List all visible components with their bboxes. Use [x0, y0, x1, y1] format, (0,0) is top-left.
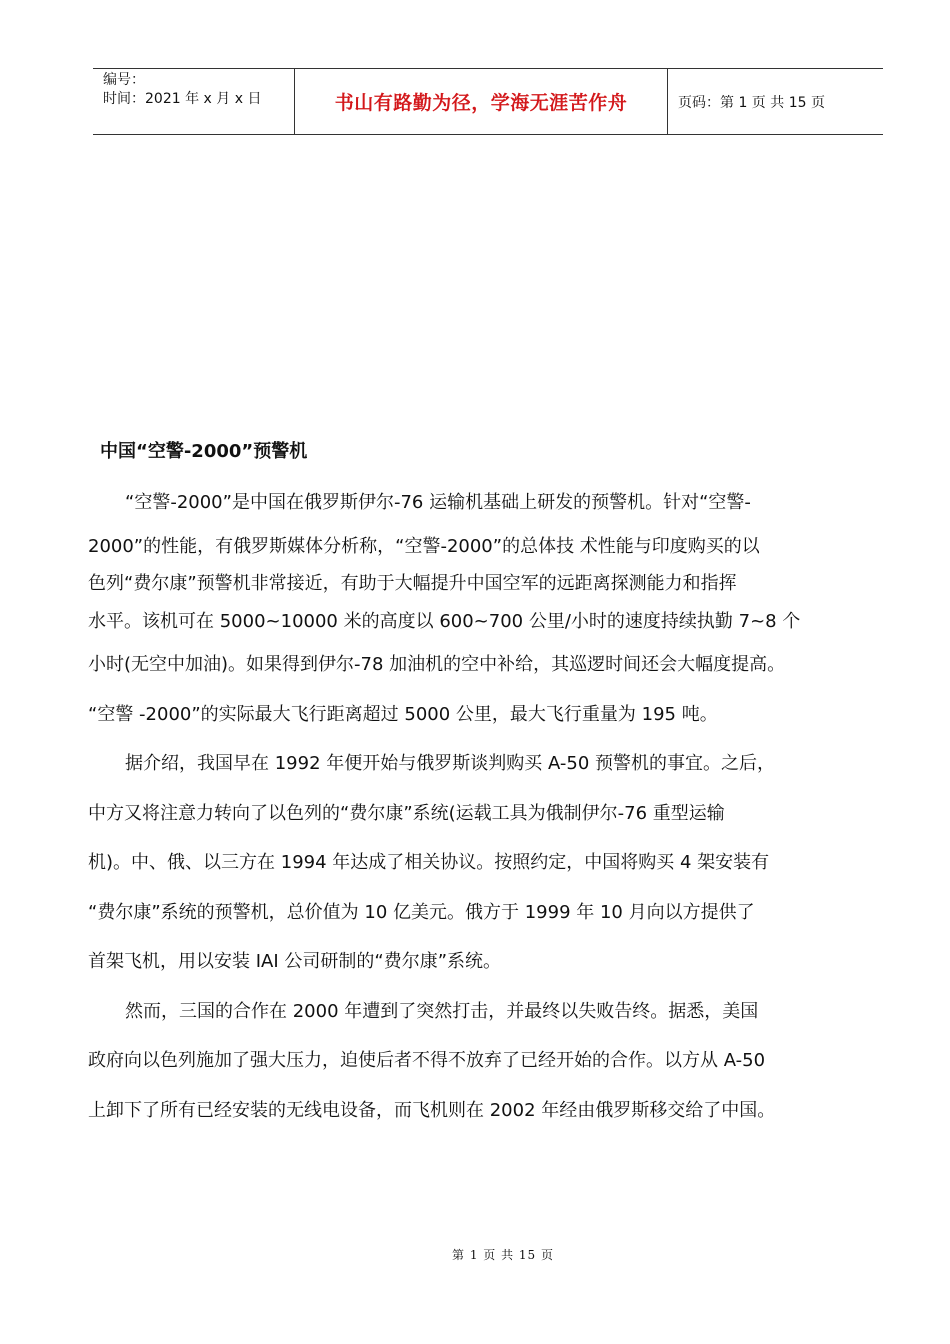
document-number-label: 编号：: [103, 72, 145, 88]
body-line: 中方又将注意力转向了以色列的“费尔康”系统(运载工具为俄制伊尔-76 重型运输: [88, 802, 725, 824]
body-line: 水平。该机可在 5000~10000 米的高度以 600~700 公里/小时的速度持续执勤 7~8 个: [88, 610, 801, 632]
body-line: 首架飞机，用以安装 IAI 公司研制的“费尔康”系统。: [88, 951, 502, 972]
body-line: “费尔康”系统的预警机，总价值为 10 亿美元。俄方于 1999 年 10 月向以方提供了: [88, 901, 755, 923]
document-header: [93, 68, 883, 135]
header-motto-cell: [295, 69, 668, 134]
page-footer: 第 1 页 共 15 页: [452, 1248, 554, 1262]
header-motto: 书山有路勤为径，学海无涯苦作舟: [334, 92, 628, 114]
header-page-cell: [668, 69, 883, 134]
body-line: “空警 -2000”的实际最大飞行距离超过 5000 公里，最大飞行重量为 195 吨。: [88, 703, 718, 725]
body-line: 政府向以色列施加了强大压力，迫使后者不得不放弃了已经开始的合作。以方从 A-50: [88, 1050, 766, 1071]
body-line: 2000”的性能，有俄罗斯媒体分析称，“空警-2000”的总体技 术性能与印度购买的以: [88, 535, 760, 557]
body-line: 小时(无空中加油)。如果得到伊尔-78 加油机的空中补给，其巡逻时间还会大幅度提高。: [88, 654, 786, 675]
article-body: [88, 478, 918, 1135]
body-line: “空警-2000”是中国在俄罗斯伊尔-76 运输机基础上研发的预警机。针对“空警-: [125, 492, 751, 513]
article-title: 中国“空警-2000”预警机: [100, 441, 308, 462]
document-time-label: 时间：2021 年 x 月 x 日: [103, 91, 262, 107]
body-line: 据介绍，我国早在 1992 年便开始与俄罗斯谈判购买 A-50 预警机的事宜。之后，: [125, 753, 776, 774]
body-line: 机)。中、俄、以三方在 1994 年达成了相关协议。按照约定，中国将购买 4 架安装有: [88, 852, 770, 873]
body-line: 然而，三国的合作在 2000 年遭到了突然打击，并最终以失败告终。据悉，美国: [125, 1000, 759, 1022]
header-page-info: 页码：第 1 页 共 15 页: [678, 94, 825, 111]
body-line: 上卸下了所有已经安装的无线电设备，而飞机则在 2002 年经由俄罗斯移交给了中国。: [88, 1099, 776, 1121]
body-line: 色列“费尔康”预警机非常接近，有助于大幅提升中国空军的远距离探测能力和指挥: [88, 573, 737, 594]
header-meta-cell: [93, 69, 295, 134]
